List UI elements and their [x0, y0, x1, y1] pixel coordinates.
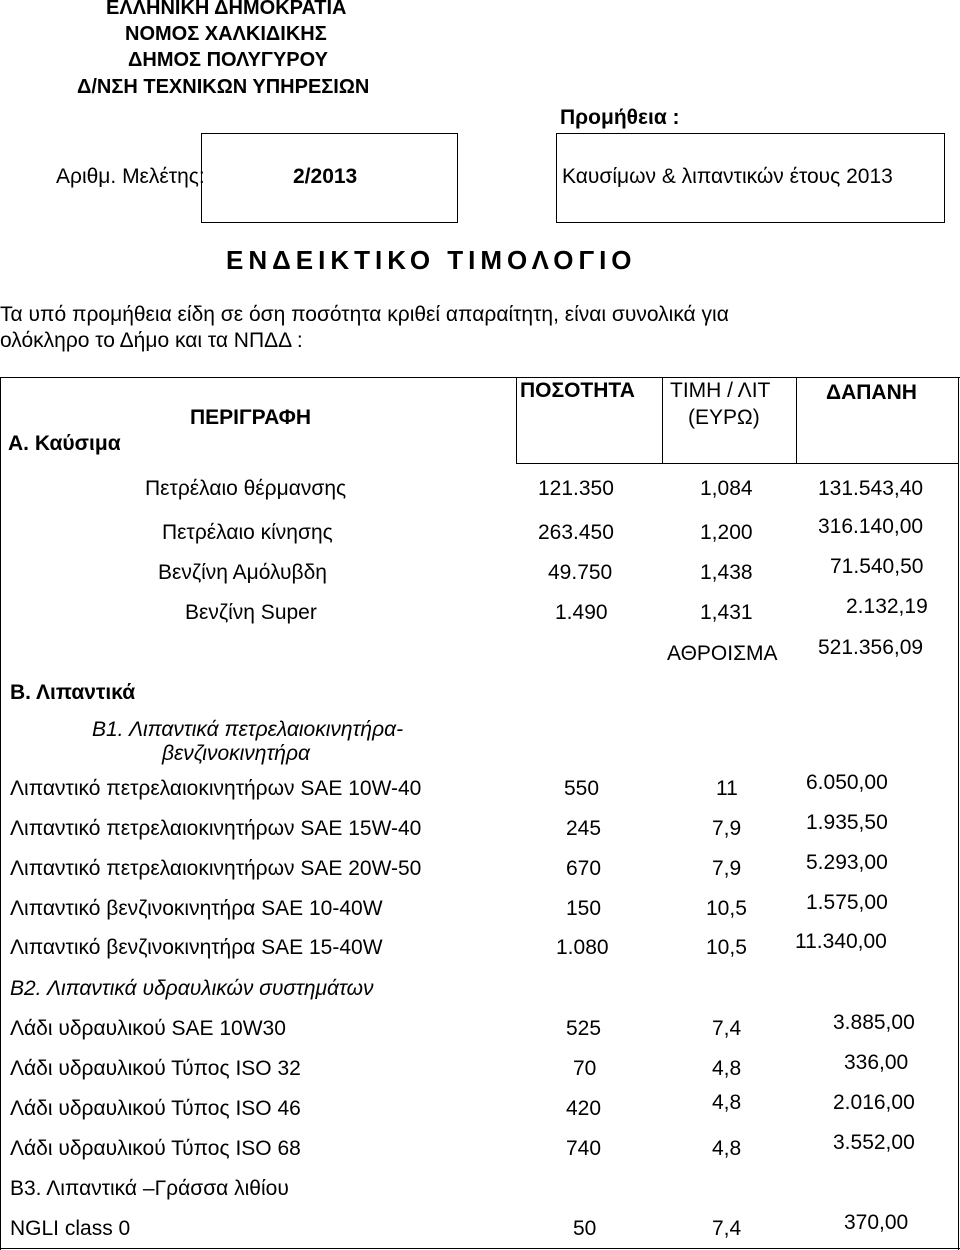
row-quantity: 550 [564, 777, 600, 800]
b3-label: Β3. Λιπαντικά –Γράσσα λιθίου [10, 1177, 289, 1200]
row-price: 4,8 [712, 1137, 742, 1160]
header-line-1: ΕΛΛΗΝΙΚΗ ΔΗΜΟΚΡΑΤΙΑ [106, 0, 347, 19]
row-price: 4,8 [712, 1057, 742, 1080]
row-cost: 336,00 [844, 1051, 909, 1074]
row-description: Λιπαντικό βενζινοκινητήρα SAE 15-40W [10, 936, 383, 959]
col-header-price-line2: (ΕΥΡΩ) [688, 406, 760, 429]
col-header-quantity: ΠΟΣΟΤΗΤΑ [520, 379, 635, 402]
header-line-2: ΝΟΜΟΣ ΧΑΛΚΙΔΙΚΗΣ [125, 23, 327, 45]
row-cost: 2.016,00 [833, 1091, 915, 1114]
b2-label: Β2. Λιπαντικά υδραυλικών συστημάτων [10, 977, 374, 1000]
row-cost: 1.575,00 [806, 891, 888, 914]
row-cost: 2.132,19 [846, 595, 928, 618]
row-quantity: 1.080 [556, 936, 609, 959]
row-description: Βενζίνη Super [185, 601, 317, 624]
row-price: 11 [716, 777, 738, 800]
row-description: Πετρέλαιο κίνησης [162, 521, 333, 544]
row-price: 1,431 [700, 601, 753, 624]
row-cost: 11.340,00 [795, 930, 887, 953]
sum-value: 521.356,09 [818, 636, 924, 659]
row-quantity: 263.450 [538, 521, 614, 544]
row-description: Πετρέλαιο θέρμανσης [145, 477, 347, 500]
procurement-label: Προμήθεια : [560, 106, 680, 129]
intro-line-2: ολόκληρο το Δήμο και τα ΝΠΔΔ : [0, 329, 303, 352]
row-price: 4,8 [712, 1091, 742, 1114]
row-quantity: 245 [566, 817, 602, 840]
row-description: NGLI class 0 [10, 1217, 131, 1240]
study-label: Αριθμ. Μελέτης: [56, 165, 205, 188]
row-description: Λάδι υδραυλικού Τύπος ISO 68 [10, 1137, 301, 1160]
col-header-description: ΠΕΡΙΓΡΑΦΗ [190, 406, 312, 429]
row-price: 10,5 [706, 936, 747, 959]
row-quantity: 70 [573, 1057, 597, 1080]
section-a-label: Α. Καύσιμα [8, 432, 121, 455]
row-quantity: 1.490 [555, 601, 608, 624]
row-cost: 6.050,00 [806, 771, 888, 794]
row-cost: 5.293,00 [806, 851, 888, 874]
row-description: Λιπαντικό βενζινοκινητήρα SAE 10-40W [10, 897, 383, 920]
row-quantity: 670 [566, 857, 602, 880]
study-number: 2/2013 [293, 165, 358, 188]
row-price: 10,5 [706, 897, 747, 920]
row-description: Λιπαντικό πετρελαιοκινητήρων SAE 10W-40 [10, 777, 422, 800]
col-header-cost: ΔΑΠΑΝΗ [826, 381, 917, 404]
row-cost: 316.140,00 [818, 515, 924, 538]
row-price: 1,200 [700, 521, 753, 544]
row-price: 1,438 [700, 561, 753, 584]
row-cost: 370,00 [844, 1211, 909, 1234]
row-quantity: 49.750 [548, 561, 613, 584]
document-title: ΕΝΔΕΙΚΤΙΚΟ ΤΙΜΟΛΟΓΙΟ [226, 245, 637, 275]
row-cost: 131.543,40 [818, 477, 924, 500]
row-quantity: 525 [566, 1017, 602, 1040]
b1-label-line1: Β1. Λιπαντικά πετρελαιοκινητήρα- [92, 718, 404, 741]
row-quantity: 740 [566, 1137, 602, 1160]
row-cost: 3.552,00 [833, 1131, 915, 1154]
row-cost: 1.935,50 [806, 811, 888, 834]
header-line-4: Δ/ΝΣΗ ΤΕΧΝΙΚΩΝ ΥΠΗΡΕΣΙΩΝ [77, 76, 370, 98]
row-description: Λάδι υδραυλικού Τύπος ISO 32 [10, 1057, 301, 1080]
row-description: Λιπαντικό πετρελαιοκινητήρων SAE 15W-40 [10, 817, 422, 840]
row-quantity: 150 [566, 897, 602, 920]
row-quantity: 121.350 [538, 477, 614, 500]
row-description: Λάδι υδραυλικού Τύπος ISO 46 [10, 1097, 301, 1120]
row-description: Λιπαντικό πετρελαιοκινητήρων SAE 20W-50 [10, 857, 422, 880]
procurement-title: Καυσίμων & λιπαντικών έτους 2013 [562, 165, 893, 188]
row-price: 1,084 [700, 477, 753, 500]
row-quantity: 50 [573, 1217, 597, 1240]
row-description: Λάδι υδραυλικού SAE 10W30 [10, 1017, 286, 1040]
row-price: 7,4 [712, 1217, 742, 1240]
row-price: 7,9 [712, 817, 742, 840]
row-quantity: 420 [566, 1097, 602, 1120]
b1-label-line2: βενζινοκινητήρα [162, 742, 310, 765]
row-description: Βενζίνη Αμόλυβδη [158, 561, 327, 584]
intro-line-1: Τα υπό προμήθεια είδη σε όση ποσότητα κριθεί απαραίτητη, είναι συνολικά για [0, 303, 729, 326]
row-cost: 3.885,00 [833, 1011, 915, 1034]
row-price: 7,9 [712, 857, 742, 880]
sum-label: ΑΘΡΟΙΣΜΑ [667, 642, 778, 665]
section-b-label: Β. Λιπαντικά [10, 681, 136, 704]
row-price: 7,4 [712, 1017, 742, 1040]
header-line-3: ΔΗΜΟΣ ΠΟΛΥΓΥΡΟΥ [128, 49, 328, 71]
row-cost: 71.540,50 [830, 555, 924, 578]
col-header-price-line1: ΤΙΜΗ / ΛΙΤ [670, 379, 771, 402]
